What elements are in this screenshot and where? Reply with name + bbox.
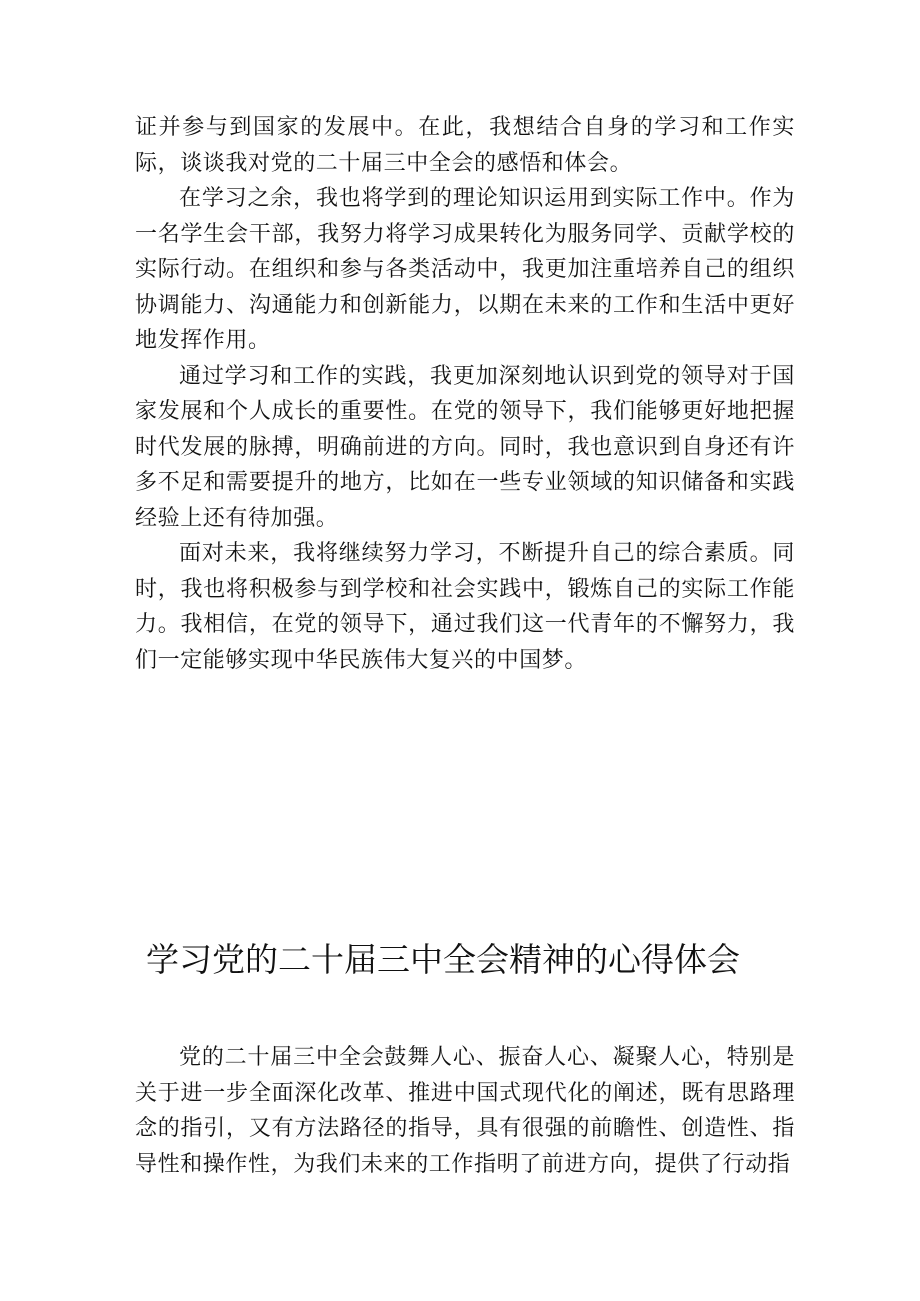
paragraph: 在学习之余，我也将学到的理论知识运用到实际工作中。作为一名学生会干部，我努力将学习成果转化为服务同学、贡献学校的实际行动。在组织和参与各类活动中，我更加注重培养自己的组织协调能力、沟通能力和创新能力，以期在未来的工作和生活中更好地发挥作用。 — [135, 186, 795, 353]
paragraph: 面对未来，我将继续努力学习，不断提升自己的综合素质。同时，我也将积极参与到学校和社会实践中，锻炼自己的实际工作能力。我相信，在党的领导下，通过我们这一代青年的不懈努力，我们一定能够实现中华民族伟大复兴的中国梦。 — [135, 541, 795, 673]
article-title: 学习党的二十届三中全会精神的心得体会 — [146, 940, 740, 979]
paragraph: 通过学习和工作的实践，我更加深刻地认识到党的领导对于国家发展和个人成长的重要性。在党的领导下，我们能够更好地把握时代发展的脉搏，明确前进的方向。同时，我也意识到自身还有许多不足和需要提升的地方，比如在一些专业领域的知识储备和实践经验上还有待加强。 — [135, 363, 795, 531]
paragraph: 证并参与到国家的发展中。在此，我想结合自身的学习和工作实际，谈谈我对党的二十届三中全会的感悟和体会。 — [135, 115, 795, 176]
article-body — [135, 1040, 795, 1182]
article-body-continued — [135, 110, 795, 678]
paragraph: 党的二十届三中全会鼓舞人心、振奋人心、凝聚人心，特别是关于进一步全面深化改革、推进中国式现代化的阐述，既有思路理念的指引，又有方法路径的指导，具有很强的前瞻性、创造性、指导性和操作性，为我们未来的工作指明了前进方向，提供了行动指 — [135, 1045, 795, 1177]
